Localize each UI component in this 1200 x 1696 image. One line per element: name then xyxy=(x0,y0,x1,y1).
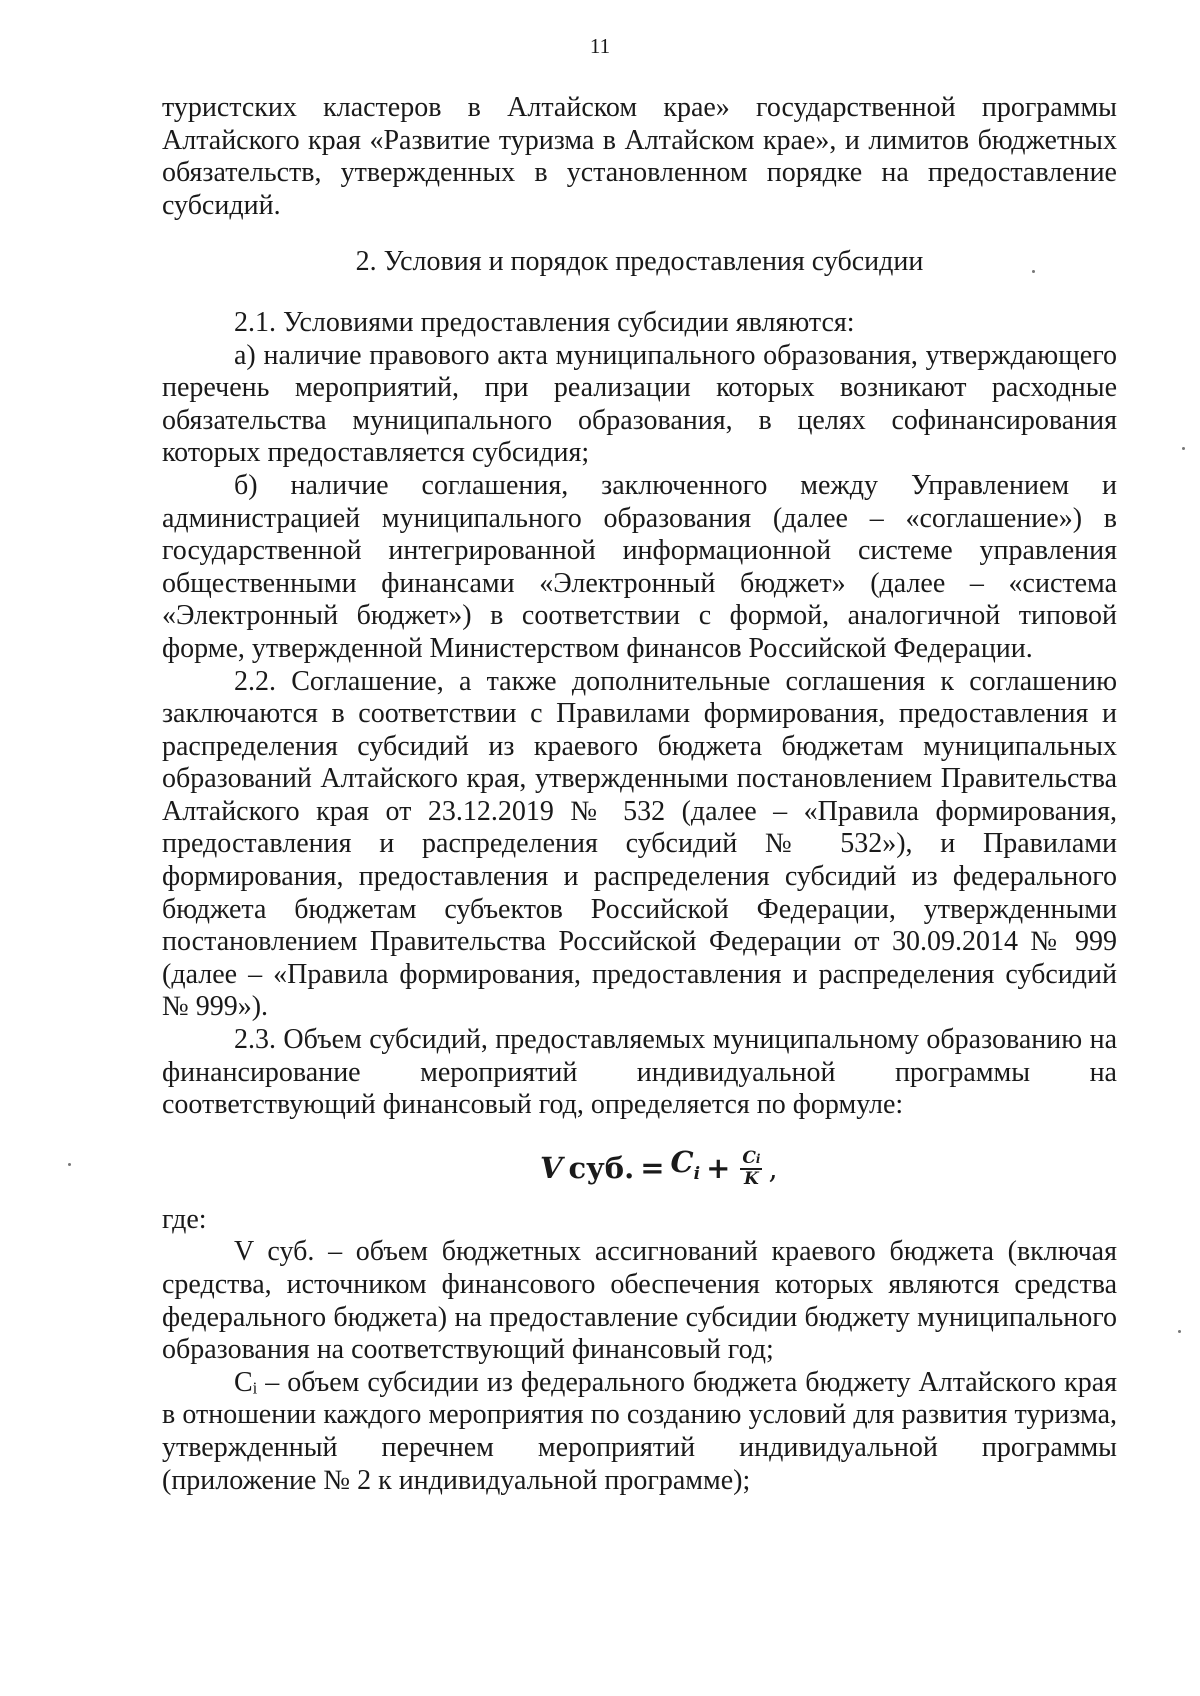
formula-comma: , xyxy=(768,1150,778,1185)
paragraph-2-3: 2.3. Объем субсидий, предоставляемых муниципальному образованию на финансирование мероприятий индивидуальной программы на соответствующий финансовый год, определяется по формуле: xyxy=(162,1024,1117,1121)
formula-v: V xyxy=(540,1150,563,1185)
scan-speck xyxy=(68,1163,71,1166)
where-label: где: xyxy=(162,1203,207,1235)
document-body xyxy=(162,92,1117,1497)
paragraph-item-a: а) наличие правового акта муниципального образования, утверждающего перечень мероприятий, при реализации которых возникают расходные обязательства муниципального образования, в целях софинансирования которых предоставляется субсидия; xyxy=(162,339,1117,469)
formula-sub-word: суб. xyxy=(568,1150,635,1185)
formula-plus: + xyxy=(706,1150,731,1185)
scan-speck xyxy=(1182,447,1185,450)
formula-equals: = xyxy=(640,1150,665,1185)
formula-fraction: $\frac{Ci}{K}$ xyxy=(742,1147,761,1189)
paragraph-2-2: 2.2. Соглашение, а также дополнительные соглашения к соглашению заключаются в соответствии с Правилами формирования, предоставления и распределения субсидий из краевого бюджета бюджетам муниципальных образований Алтайского края, утвержденными постановлением Правительства Алтайского края от 23.12.2019 № 532 (далее – «Правила формирования, предоставления и распределения субсидий № 532»), и Правилами формирования, предоставления и распределения субсидий из федерального бюджета бюджетам субъектов Российской Федерации, утвержденными постановлением Правительства Российской Федерации от 30.09.2014 № 999 (далее – «Правила формирования, предоставления и распределения субсидий № 999»). xyxy=(162,665,1117,1023)
paragraph-2-1: 2.1. Условиями предоставления субсидии являются: xyxy=(234,306,855,338)
subsidy-formula xyxy=(162,1132,1117,1198)
scan-speck xyxy=(1032,270,1035,273)
definition-ci: Cᵢ – объем субсидии из федерального бюджета бюджету Алтайского края в отношении каждого мероприятия по созданию условий для развития туризма, утвержденный перечнем мероприятий индивидуальной программы (приложение № 2 к индивидуальной программе); xyxy=(162,1366,1117,1496)
page-number: 11 xyxy=(589,34,611,58)
definition-v-sub: V суб. – объем бюджетных ассигнований краевого бюджета (включая средства, источником финансового обеспечения которых являются средства федерального бюджета) на предоставление субсидии бюджету муниципального образования на соответствующий финансовый год; xyxy=(162,1236,1117,1366)
section-heading: 2. Условия и порядок предоставления субсидии xyxy=(355,246,924,278)
scan-speck xyxy=(1178,1330,1181,1333)
formula-c: $C_i$ xyxy=(670,1144,701,1184)
paragraph-continuation: туристских кластеров в Алтайском крае» государственной программы Алтайского края «Развитие туризма в Алтайском крае», и лимитов бюджетных обязательств, утвержденных в установленном порядке на предоставление субсидий. xyxy=(162,92,1117,221)
paragraph-item-b: б) наличие соглашения, заключенного между Управлением и администрацией муниципального образования (далее – «соглашение») в государственной интегрированной информационной системе управления общественными финансами «Электронный бюджет» (далее – «система «Электронный бюджет») в соответствии с формой, аналогичной типовой форме, утвержденной Министерством финансов Российской Федерации. xyxy=(162,469,1117,664)
